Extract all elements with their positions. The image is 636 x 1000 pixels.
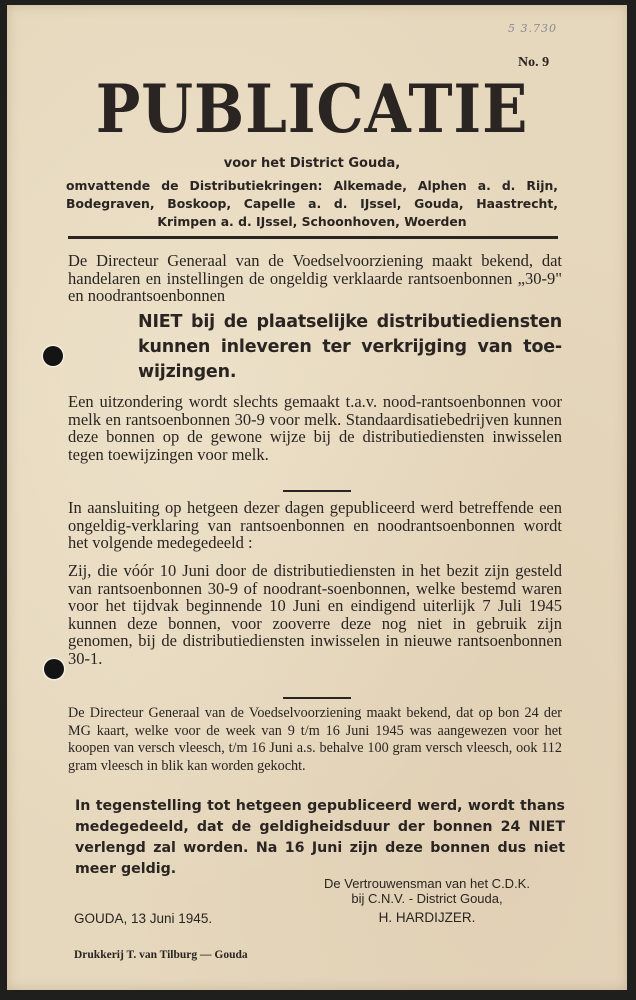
paragraph-validity: In tegenstelling tot hetgeen gepubliceerd werd, wordt thans medegedeeld, dat de geldigheidsduur der bonnen 24 NIET verlengd zal worden. Na 16 Juni zijn deze bonnen dus niet meer geldig. [75,798,565,877]
section-divider [283,697,351,699]
emphasis-notice: NIET bij de plaatselijke distributiediensten kunnen inleveren ter verkrijging van toe-wijzingen. [138,312,562,382]
paragraph-meat-coupon: De Directeur Generaal van de Voedselvoorziening maakt bekend, dat op bon 24 der MG kaart, welke voor de week van 9 t/m 16 Juni 1945 was aangewezen voor het koopen van versch vleesch, t/m 16 Juni a.s. behalve 100 gram versch vleesch, ook 112 gram vleesch in blik kan worden gekocht. [68,705,562,774]
signature-organisation: bij C.N.V. - District Gouda, [351,891,503,906]
paragraph-followup: In aansluiting op hetgeen dezer dagen gepubliceerd werd betreffende een ongeldig-verklaring van rantsoenbonnen en noodrantsoenbonnen wordt het volgende medegedeeld : [68,498,562,552]
paragraph-exception: Een uitzondering wordt slechts gemaakt t.a.v. nood-rantsoenbonnen voor melk en rantsoenbonnen 30-9 voor melk. Standaardisatiebedrijven kunnen deze bonnen op de gewone wijze bij de distributiediensten inwisselen tegen toewijzingen voor melk. [68,392,562,464]
date-place: GOUDA, 13 Juni 1945. [74,911,213,926]
district-list: omvattende de Distributiekringen: Alkemade, Alphen a. d. Rijn, Bodegraven, Boskoop, Capelle a. d. IJssel, Gouda, Haastrecht, Krimpen a. d. IJssel, Schoonhoven, Woerden [66,178,558,229]
page-title: PUBLICATIE [95,70,529,148]
section-divider [283,490,351,492]
punch-hole [43,346,63,366]
header-divider [68,236,558,239]
punch-hole [44,659,64,679]
printer-credit: Drukkerij T. van Tilburg — Gouda [74,949,248,961]
paragraph-exchange: Zij, die vóór 10 Juni door de distributiediensten in het bezit zijn gesteld van rantsoenbonnen 30-9 of noodrant-soenbonnen, welke bestemd waren voor het tijdvak beginnende 10 Juni en eindigend uiterlijk 7 Juli 1945 kunnen deze bonnen, voor zooverre deze nog niet in gebruik zijn genomen, bij de distributiediensten inwisselen in nieuwe rantsoenbonnen 30-1. [68,561,562,668]
archive-mark: 5 3.730 [508,22,557,35]
signature-name: H. HARDIJZER. [378,910,476,925]
paragraph-announcement: De Directeur Generaal van de Voedselvoorziening maakt bekend, dat handelaren en instellingen de ongeldig verklaarde rantsoenbonnen „30-9" en noodrantsoenbonnen [68,251,562,305]
subtitle: voor het District Gouda, [223,156,401,171]
publication-number: No. 9 [518,55,550,70]
signature-title: De Vertrouwensman van het C.D.K. [324,876,530,891]
